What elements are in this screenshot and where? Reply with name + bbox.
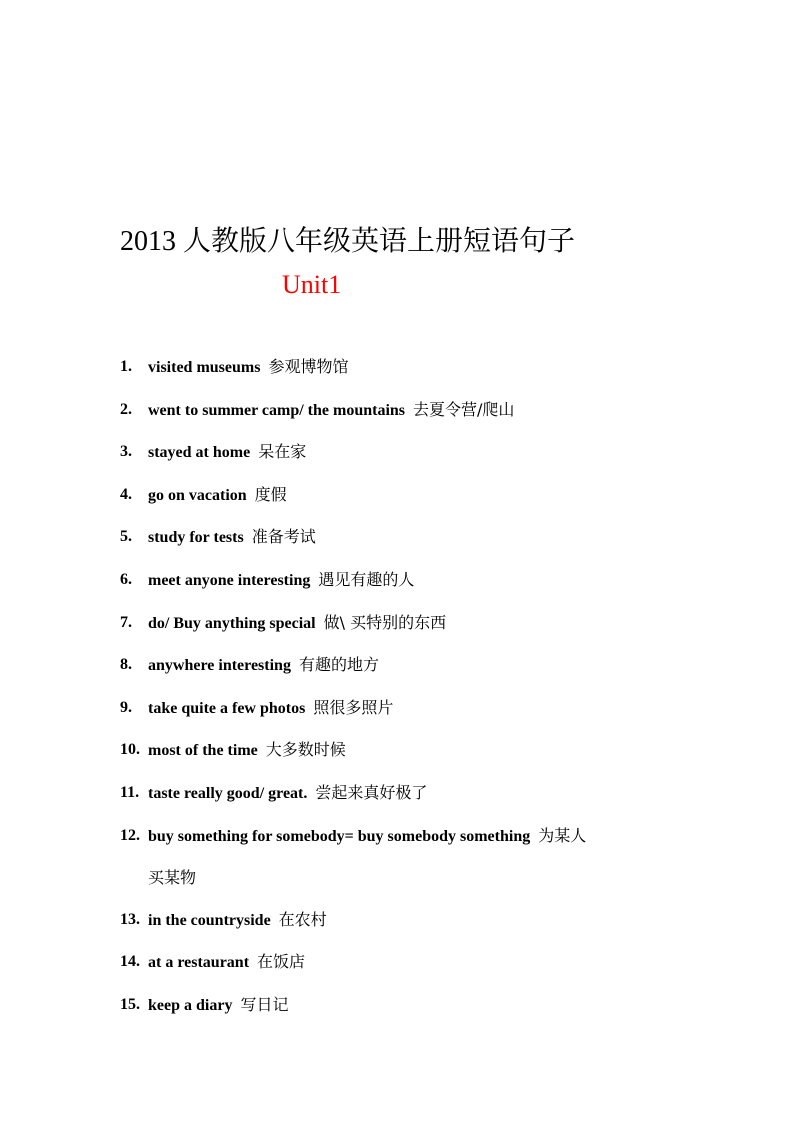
item-body — [148, 474, 287, 517]
item-number: 12. — [120, 826, 140, 844]
list-item — [120, 729, 700, 772]
list-item — [120, 474, 700, 517]
chinese-translation: 遇见有趣的人 — [318, 569, 415, 589]
english-phrase: went to summer camp/ the mountains — [148, 401, 406, 419]
item-number: 15. — [120, 995, 140, 1013]
english-phrase: take quite a few photos — [148, 699, 306, 717]
item-number: 1. — [120, 358, 132, 375]
english-phrase: study for tests — [148, 529, 244, 547]
list-item — [120, 516, 700, 559]
english-phrase: keep a diary — [148, 996, 233, 1014]
unit-heading: Unit1 — [282, 270, 342, 299]
english-phrase: do/ Buy anything special — [148, 614, 316, 632]
chinese-translation: 照很多照片 — [313, 697, 394, 717]
item-body — [148, 984, 288, 1027]
list-item — [120, 941, 700, 984]
chinese-translation: 为某人 — [538, 825, 587, 845]
english-phrase: anywhere interesting — [148, 657, 291, 675]
english-phrase: go on vacation — [148, 486, 247, 504]
chinese-translation-continued: 买某物 — [148, 868, 197, 888]
chinese-translation: 尝起来真好极了 — [315, 782, 428, 802]
english-phrase: at a restaurant — [148, 954, 250, 972]
list-item — [120, 899, 700, 942]
item-body — [148, 559, 414, 602]
english-phrase: taste really good/ great. — [148, 784, 308, 802]
item-body — [148, 431, 306, 474]
document-title: 2013 人教版八年级英语上册短语句子 — [120, 226, 576, 257]
english-phrase: in the countryside — [148, 911, 271, 929]
chinese-translation: 有趣的地方 — [298, 655, 379, 675]
item-number: 8. — [120, 656, 132, 674]
item-body — [148, 644, 379, 687]
item-body — [148, 815, 586, 899]
item-body — [148, 346, 348, 389]
list-item — [120, 687, 700, 730]
item-body — [148, 941, 305, 984]
list-item — [120, 559, 700, 602]
item-body — [148, 729, 346, 772]
item-body — [148, 772, 427, 815]
chinese-translation: 度假 — [254, 484, 287, 504]
english-phrase: stayed at home — [148, 444, 251, 462]
list-item — [120, 984, 700, 1027]
chinese-translation: 做\ 买特别的东西 — [323, 612, 447, 632]
item-number: 11. — [120, 783, 140, 801]
item-number: 10. — [120, 741, 140, 759]
item-body — [148, 516, 316, 559]
chinese-translation: 在农村 — [278, 909, 327, 929]
chinese-translation: 参观博物馆 — [268, 357, 349, 376]
item-number: 5. — [120, 528, 132, 546]
item-number: 2. — [120, 400, 132, 418]
phrase-list — [120, 346, 700, 1027]
item-body — [148, 602, 446, 645]
chinese-translation: 在饭店 — [257, 952, 306, 972]
chinese-translation: 写日记 — [240, 994, 289, 1014]
item-number: 3. — [120, 443, 132, 461]
item-number: 13. — [120, 910, 140, 928]
english-phrase: buy something for somebody= buy somebody something — [148, 827, 531, 845]
chinese-translation: 呆在家 — [258, 442, 307, 462]
chinese-translation: 准备考试 — [251, 527, 316, 547]
item-body — [148, 899, 327, 942]
list-item — [120, 389, 700, 432]
list-item — [120, 815, 700, 899]
list-item — [120, 431, 700, 474]
english-phrase: meet anyone interesting — [148, 571, 311, 589]
item-number: 6. — [120, 570, 132, 588]
list-item — [120, 644, 700, 687]
item-body — [148, 687, 393, 730]
item-number: 7. — [120, 613, 132, 631]
item-number: 14. — [120, 953, 140, 971]
english-phrase: visited museums — [148, 359, 261, 376]
english-phrase: most of the time — [148, 742, 258, 760]
list-item — [120, 772, 700, 815]
list-item — [120, 346, 700, 389]
item-number: 9. — [120, 698, 132, 716]
list-item — [120, 602, 700, 645]
item-body — [148, 389, 514, 432]
chinese-translation: 去夏令营/爬山 — [413, 399, 515, 419]
item-number: 4. — [120, 485, 132, 503]
chinese-translation: 大多数时候 — [265, 740, 346, 760]
